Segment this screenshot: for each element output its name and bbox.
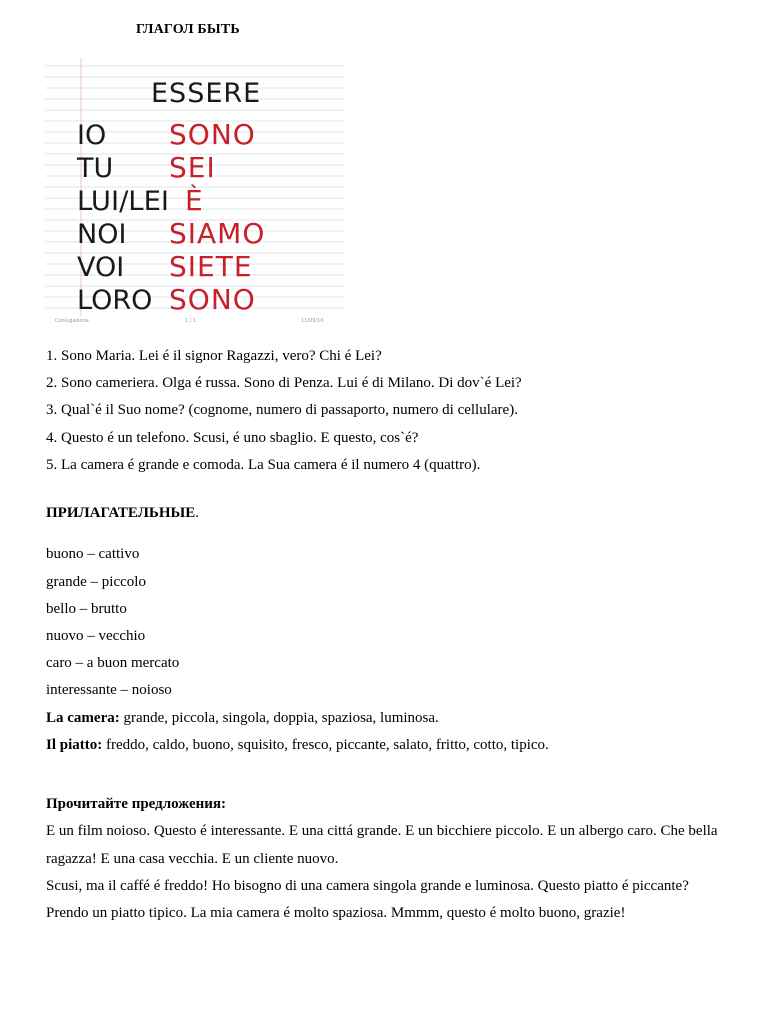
pronoun-label: NOI bbox=[77, 219, 127, 250]
camera-line bbox=[46, 709, 439, 727]
reading-section bbox=[46, 791, 726, 927]
reading-paragraph-1: E un film noioso. Questo é interessante. E una cittá grande. E un bicchiere piccolo. E un albergo caro. Che bella ragazza! E una casa vecchia. E un cliente nuovo. bbox=[46, 823, 718, 867]
piatto-line bbox=[46, 736, 549, 754]
adjective-pair: interessante – noioso bbox=[46, 682, 172, 698]
adjectives-heading-suffix: . bbox=[195, 505, 199, 521]
sentence-3: 3. Qual`é il Suo nome? (cognome, numero di passaporto, numero di cellulare). bbox=[46, 402, 518, 418]
reading-heading: Прочитайте предложения: bbox=[46, 796, 226, 812]
verb-form: È bbox=[185, 184, 204, 217]
adjective-pair: bello – brutto bbox=[46, 601, 127, 617]
verb-form: SONO bbox=[169, 283, 256, 316]
sentence-1: 1. Sono Maria. Lei é il signor Ragazzi, vero? Chi é Lei? bbox=[46, 348, 382, 364]
adjective-pair: nuovo – vecchio bbox=[46, 628, 146, 644]
essere-notebook-image bbox=[45, 58, 345, 326]
adjective-pair: caro – a buon mercato bbox=[46, 655, 180, 671]
adjective-pair: buono – cattivo bbox=[46, 546, 140, 562]
pronoun-label: VOI bbox=[77, 252, 125, 283]
pronoun-label: LORO bbox=[77, 285, 153, 316]
pronoun-label: LUI/LEI bbox=[77, 186, 169, 217]
essere-heading: ESSERE bbox=[151, 78, 262, 109]
pronoun-label: TU bbox=[77, 153, 114, 184]
adjectives-heading: ПРИЛАГАТЕЛЬНЫЕ bbox=[46, 505, 196, 521]
verb-form: SIETE bbox=[169, 250, 253, 283]
notebook-footer-right: 11/09/10 bbox=[301, 318, 324, 324]
pronoun-label: IO bbox=[77, 120, 107, 151]
notebook-footer-center: 1 / 1 bbox=[185, 318, 197, 324]
piatto-text: freddo, caldo, buono, squisito, fresco, piccante, salato, fritto, cotto, tipico. bbox=[102, 737, 549, 753]
adjective-pair: grande – piccolo bbox=[46, 574, 146, 590]
verb-form: SONO bbox=[169, 118, 256, 151]
verb-form: SIAMO bbox=[169, 217, 266, 250]
sentence-2: 2. Sono cameriera. Olga é russa. Sono di Penza. Lui é di Milano. Di dov`é Lei? bbox=[46, 375, 522, 391]
sentence-5: 5. La camera é grande e comoda. La Sua camera é il numero 4 (quattro). bbox=[46, 457, 481, 473]
sentence-4: 4. Questo é un telefono. Scusi, é uno sbaglio. E questo, cos`é? bbox=[46, 430, 419, 446]
camera-label: La camera: bbox=[46, 710, 120, 726]
reading-paragraph-2: Scusi, ma il caffé é freddo! Ho bisogno di una camera singola grande e luminosa. Questo piatto é piccante? Prendo un piatto tipico. La mia camera é molto spaziosa. Mmmm, questo é molto buono, grazie! bbox=[46, 877, 689, 922]
page-title: ГЛАГОЛ БЫТЬ bbox=[136, 22, 240, 37]
verb-form: SEI bbox=[169, 151, 216, 184]
camera-text: grande, piccola, singola, doppia, spaziosa, luminosa. bbox=[119, 710, 439, 726]
piatto-label: Il piatto: bbox=[46, 737, 103, 753]
notebook-footer-left: Coniugazione bbox=[55, 318, 89, 324]
adjectives-heading-line bbox=[46, 504, 199, 522]
